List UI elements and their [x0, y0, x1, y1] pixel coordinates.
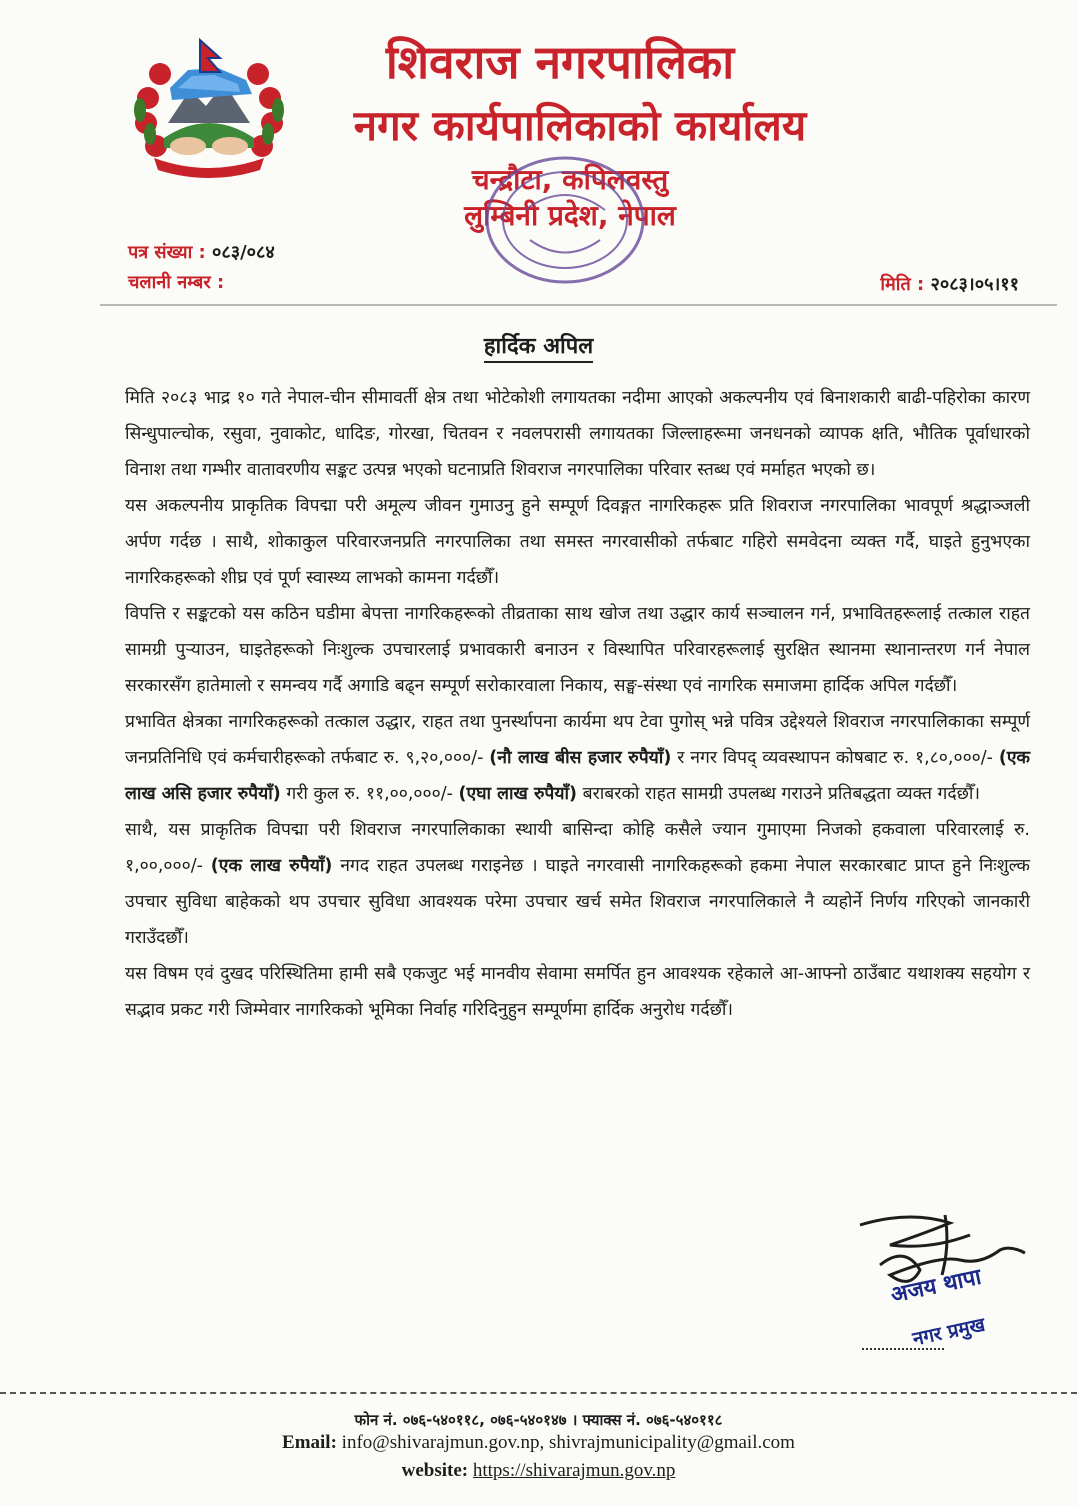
- date-value: २०८३।०५।११: [930, 274, 1019, 295]
- footer-website: [0, 1460, 1077, 1482]
- website-link[interactable]: https://shivarajmun.gov.np: [472, 1460, 676, 1481]
- signatory-name: अजय थापा: [888, 1264, 984, 1309]
- office-stamp-icon: [480, 150, 650, 290]
- p4-amount-words-3: (एघा लाख रुपैयाँ): [458, 784, 578, 804]
- office-name: नगर कार्यपालिकाको कार्यालय: [353, 101, 807, 150]
- paragraph-3: विपत्ति र सङ्कटको यस कठिन घडीमा बेपत्ता नागरिकहरूको तीव्रताका साथ खोज तथा उद्धार कार्य सञ्चालन गर्न, प्रभावितहरूलाई तत्काल राहत सामग्री पुऱ्याउन, घाइतेहरूको निःशुल्क उपचारलाई प्रभावकारी बनाउन र विस्थापित परिवारहरूलाई सुरक्षित स्थानमा स्थानान्तरण गर्न नेपाल सरकारसँग हातेमालो र समन्वय गर्दै अगाडि बढ्न सम्पूर्ण सरोकारवाला निकाय, सङ्घ-संस्था एवं नागरिक समाजमा हार्दिक अपिल गर्दछौँ।: [125, 604, 1030, 696]
- paragraph-2: यस अकल्पनीय प्राकृतिक विपद्मा परी अमूल्य जीवन गुमाउनु हुने सम्पूर्ण दिवङ्गत नागरिकहरू प्रति शिवराज नगरपालिका भावपूर्ण श्रद्धाञ्जली अर्पण गर्दछ । साथै, शोकाकुल परिवारजनप्रति नगरपालिका तथा समस्त नगरवासीको तर्फबाट गहिरो समवेदना व्यक्त गर्दै, घाइते हुनुभएका नागरिकहरूको शीघ्र एवं पूर्ण स्वास्थ्य लाभको कामना गर्दछौँ।: [125, 496, 1030, 588]
- p4-text-e: गरी कुल रु. ११,००,०००/-: [280, 784, 459, 804]
- p4-text-a: प्रभावित क्षेत्रका नागरिकहरूको तत्काल उद्धार, राहत तथा पुनर्स्थापना कार्यमा थप टेवा पुगोस् भन्ने पवित्र उद्देश्यले शिवराज नगरपालिकाका सम्पूर्ण जनप्रतिनिधि एवं कर्मचारीहरूको तर्फबाट रु. ९,२०,०००/-: [125, 712, 1030, 768]
- email-label: Email:: [282, 1432, 337, 1453]
- letter-date: [880, 272, 1019, 296]
- footer-phone: फोन नं. ०७६-५४०११८, ०७६-५४०१४७ । फ्याक्स नं. ०७६-५४०११८: [354, 1411, 723, 1429]
- org-name: शिवराज नगरपालिका: [385, 35, 735, 89]
- paragraph-5: [125, 812, 1030, 956]
- paragraph-6: यस विषम एवं दुखद परिस्थितिमा हामी सबै एकजुट भई मानवीय सेवामा समर्पित हुन आवश्यक रहेकाले आ-आफ्नो ठाउँबाट यथाशक्य सहयोग र सद्भाव प्रकट गरी जिम्मेवार नागरिकको भूमिका निर्वाह गरिदिनुहुन सम्पूर्णमा हार्दिक अनुरोध गर्दछौँ।: [125, 964, 1030, 1020]
- reference-number: [128, 240, 275, 264]
- address-line-2: लुम्बिनी प्रदेश, नेपाल: [464, 199, 676, 232]
- paragraph-4: [125, 704, 1030, 812]
- p5-amount-words: (एक लाख रुपैयाँ): [210, 856, 333, 876]
- nepal-emblem-icon: [128, 28, 290, 178]
- reference-value: ०८३/०८४: [211, 242, 275, 263]
- p4-text-c: र नगर विपद् व्यवस्थापन कोषबाट रु. १,८०,०००/-: [671, 748, 999, 768]
- dispatch-number: [128, 270, 224, 294]
- header-divider: [100, 304, 1057, 306]
- p4-amount-words-2: (एक लाख असि हजार रुपैयाँ): [125, 748, 1030, 804]
- website-label: website:: [401, 1460, 469, 1481]
- letter-body: [125, 380, 1030, 1028]
- letter-subject: [0, 330, 1077, 360]
- p5-text-c: नगद राहत उपलब्ध गराइनेछ । घाइते नगरवासी नागरिकहरूको हकमा नेपाल सरकारबाट प्राप्त हुने निःशुल्क उपचार सुविधा बाहेकको थप उपचार सुविधा आवश्यक परेमा उपचार खर्च समेत शिवराज नगरपालिकाले नै व्यहोर्ने निर्णय गरिएको जानकारी गराउँदछौँ।: [125, 856, 1030, 948]
- footer-email: [0, 1432, 1077, 1454]
- reference-label: पत्र संख्या :: [128, 242, 206, 263]
- subject-text: हार्दिक अपिल: [484, 334, 593, 363]
- dispatch-label: चलानी नम्बर :: [128, 272, 225, 293]
- email-value[interactable]: info@shivarajmun.gov.np, shivrajmunicipality@gmail.com: [341, 1432, 795, 1453]
- paragraph-1: मिति २०८३ भाद्र १० गते नेपाल-चीन सीमावर्ती क्षेत्र तथा भोटेकोशी लगायतका नदीमा आएको अकल्पनीय एवं बिनाशकारी बाढी-पहिरोका कारण सिन्धुपाल्चोक, रसुवा, नुवाकोट, धादिङ, गोरखा, चितवन र नवलपरासी लगायतका जिल्लाहरूमा जनधनको व्यापक क्षति, भौतिक पूर्वाधारको विनाश तथा गम्भीर वातावरणीय सङ्कट उत्पन्न भएको घटनाप्रति शिवराज नगरपालिका परिवार स्तब्ध एवं मर्माहत भएको छ।: [125, 388, 1030, 480]
- p4-amount-words-1: (नौ लाख बीस हजार रुपैयाँ): [489, 748, 672, 768]
- signatory-title: नगर प्रमुख: [910, 1313, 988, 1351]
- address-line-1: चन्द्रौटा, कपिलवस्तु: [471, 163, 669, 196]
- signature-line: [862, 1348, 944, 1350]
- p5-text-a: साथै, यस प्राकृतिक विपद्मा परी शिवराज नगरपालिकाका स्थायी बासिन्दा कोहि कसैले ज्यान गुमाएमा निजको हकवाला परिवारलाई रु. १,००,०००/-: [125, 820, 1030, 876]
- date-label: मिति :: [880, 274, 925, 295]
- footer-divider: [0, 1392, 1077, 1394]
- p4-text-g: बराबरको राहत सामग्री उपलब्ध गराउने प्रतिबद्धता व्यक्त गर्दछौँ।: [577, 784, 981, 804]
